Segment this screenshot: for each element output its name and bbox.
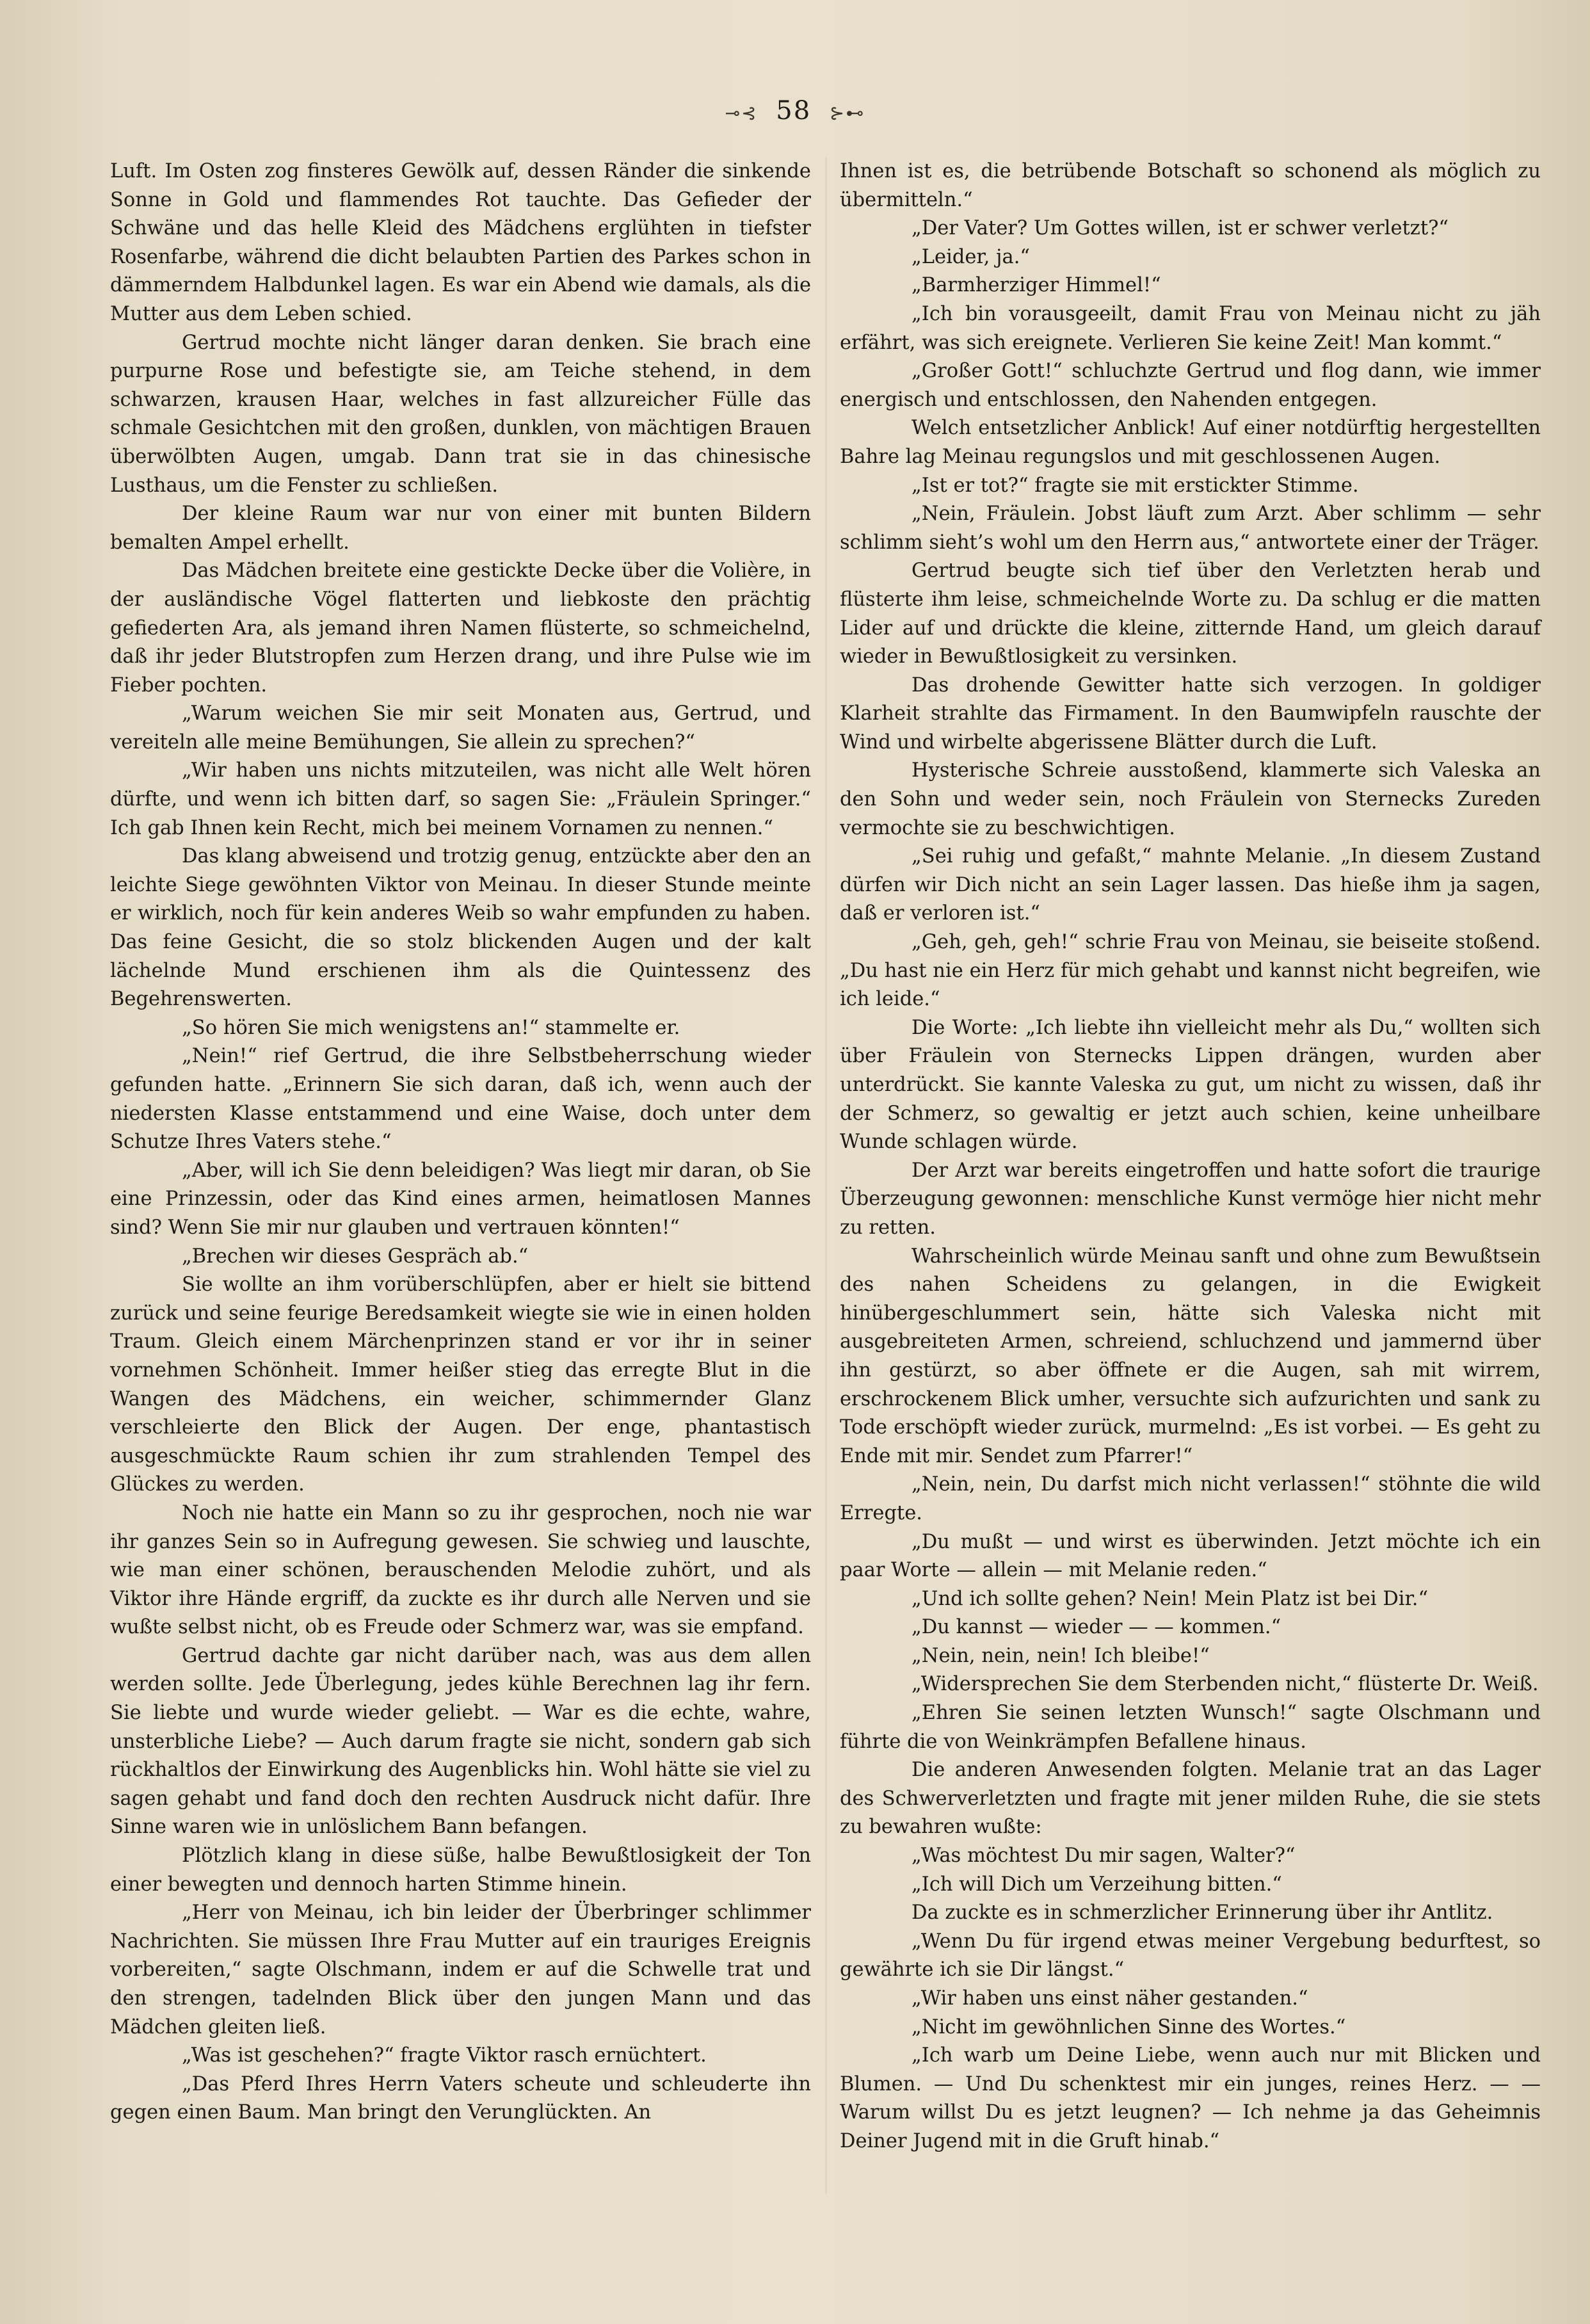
article-paragraph: „Du mußt — und wirst es überwinden. Jetzt möchte ich ein paar Worte — allein — mit Melanie reden.“ [840,1530,1541,1582]
article-paragraph: Gertrud dachte gar nicht darüber nach, was aus dem allen werden sollte. Jede Überlegung, jedes kühle Berechnen lag ihr fern. Sie liebte und wurde wieder geliebt. — War es die echte, wahre, unsterbliche Liebe? — Auch darum fragte sie nicht, sondern gab sich rückhaltlos der Einwirkung des Augenblicks hin. Wohl hätte sie viel zu sagen gehabt und fand doch den rechten Ausdruck nicht dafür. Ihre Sinne waren wie in unlöslichem Bann befangen. [110,1644,811,1839]
article-paragraph: „Nein, nein, nein! Ich bleibe!“ [911,1644,1210,1667]
page-header [0,96,1590,125]
article-paragraph: „Du kannst — wieder — — kommen.“ [911,1616,1281,1639]
article-paragraph: „Sei ruhig und gefaßt,“ mahnte Melanie. „In diesem Zustand dürfen wir Dich nicht an sein Lager lassen. Das hieße ihm ja sagen, daß er verloren ist.“ [840,845,1541,925]
article-paragraph: „So hören Sie mich wenigstens an!“ stammelte er. [182,1016,680,1039]
article-paragraph: „Wir haben uns einst näher gestanden.“ [911,1987,1308,2010]
article-paragraph: „Nein, Fräulein. Jobst läuft zum Arzt. Aber schlimm — sehr schlimm sieht’s wohl um den Herrn aus,“ antwortete einer der Träger. [840,503,1541,554]
article-paragraph: Der kleine Raum war nur von einer mit bunten Bildern bemalten Ampel erhellt. [110,503,811,554]
left-column [110,157,811,2127]
right-column [840,157,1541,2156]
article-paragraph: „Ich warb um Deine Liebe, wenn auch nur mit Blicken und Blumen. — Und Du schenktest mir ein junges, reines Herz. — — Warum willst Du es jetzt leugnen? — Ich nehme ja das Geheimnis Deiner Jugend mit in die Gruft hinab.“ [840,2044,1541,2152]
article-paragraph: Da zuckte es in schmerzlicher Erinnerung über ihr Antlitz. [911,1901,1493,1925]
article-paragraph: Die anderen Anwesenden folgten. Melanie trat an das Lager des Schwerverletzten und fragte mit jener milden Ruhe, die sie stets zu bewahren wußte: [840,1759,1541,1839]
article-paragraph: Der Arzt war bereits eingetroffen und hatte sofort die traurige Überzeugung gewonnen: menschliche Kunst vermöge hier nicht mehr zu retten. [840,1159,1541,1239]
article-paragraph: „Brechen wir dieses Gespräch ab.“ [182,1245,529,1268]
article-paragraph: Wahrscheinlich würde Meinau sanft und ohne zum Bewußtsein des nahen Scheidens zu gelangen, in die Ewigkeit hinübergeschlummert sein, hätte sich Valeska nicht mit ausgebreiteten Armen, schreiend, schluchzend und jammernd über ihn gestürzt, so aber öffnete er die Augen, sah mit wirrem, erschrockenem Blick umher, versuchte sich aufzurichten und sank zu Tode erschöpft wieder zurück, murmelnd: „Es ist vorbei. — Es geht zu Ende mit mir. Sendet zum Pfarrer!“ [840,1245,1541,1467]
article-paragraph: „Was möchtest Du mir sagen, Walter?“ [911,1844,1296,1868]
article-paragraph: Gertrud beugte sich tief über den Verletzten herab und flüsterte ihm leise, schmeichelnde Worte zu. Da schlug er die matten Lider auf und drückte die kleine, zitternde Hand, um gleich darauf wieder in Bewußtlosigkeit zu versinken. [840,560,1541,668]
article-paragraph: Gertrud mochte nicht länger daran denken. Sie brach eine purpurne Rose und befestigte sie, am Teiche stehend, in dem schwarzen, krausen Haar, welches in fast allzureicher Fülle das schmale Gesichtchen mit den großen, dunklen, von mächtigen Brauen überwölbten Augen, umgab. Dann trat sie in das chinesische Lusthaus, um die Fenster zu schließen. [110,331,811,497]
article-paragraph: „Warum weichen Sie mir seit Monaten aus, Gertrud, und vereiteln alle meine Bemühungen, Sie allein zu sprechen?“ [110,702,811,754]
article-paragraph: Plötzlich klang in diese süße, halbe Bewußtlosigkeit der Ton einer bewegten und dennoch harten Stimme hinein. [110,1844,811,1896]
article-paragraph: „Nein, nein, Du darfst mich nicht verlassen!“ stöhnte die wild Erregte. [840,1473,1541,1524]
article-paragraph: „Ich will Dich um Verzeihung bitten.“ [911,1873,1282,1896]
ornament-left: ⊸⊰ [725,102,758,124]
article-paragraph: „Nicht im gewöhnlichen Sinne des Wortes.“ [911,2015,1346,2038]
article-paragraph: „Herr von Meinau, ich bin leider der Überbringer schlimmer Nachrichten. Sie müssen Ihre Frau Mutter auf ein trauriges Ereignis vorbereiten,“ sagte Olschmann, indem er auf die Schwelle trat und den strengen, tadelnden Blick über den jungen Mann und das Mädchen gleiten ließ. [110,1901,811,2038]
article-paragraph: „Leider, ja.“ [911,245,1030,268]
article-paragraph: „Der Vater? Um Gottes willen, ist er schwer verletzt?“ [911,217,1449,240]
article-paragraph: Die Worte: „Ich liebte ihn vielleicht mehr als Du,“ wollten sich über Fräulein von Sternecks Lippen drängen, wurden aber unterdrückt. Sie kannte Valeska zu gut, um nicht zu wissen, daß ihr der Schmerz, so gewaltig er jetzt auch schien, keine unheilbare Wunde schlagen würde. [840,1016,1541,1154]
article-paragraph: „Widersprechen Sie dem Sterbenden nicht,“ flüsterte Dr. Weiß. [911,1673,1539,1696]
article-paragraph: „Aber, will ich Sie denn beleidigen? Was liegt mir daran, ob Sie eine Prinzessin, oder das Kind eines armen, heimatlosen Mannes sind? Wenn Sie mir nur glauben und vertrauen könnten!“ [110,1159,811,1239]
article-paragraph: „Das Pferd Ihres Herrn Vaters scheute und schleuderte ihn gegen einen Baum. Man bringt den Verunglückten. An [110,2072,811,2124]
article-paragraph: Sie wollte an ihm vorüberschlüpfen, aber er hielt sie bittend zurück und seine feurige Beredsamkeit wiegte sie wie in einen holden Traum. Gleich einem Märchenprinzen stand er vor ihr in seiner vornehmen Schönheit. Immer heißer stieg das erregte Blut in die Wangen des Mädchens, ein weicher, schimmernder Glanz verschleierte den Blick der Augen. Der enge, phantastisch ausgeschmückte Raum schien ihr zum strahlenden Tempel des Glückes zu werden. [110,1273,811,1496]
article-paragraph: „Ehren Sie seinen letzten Wunsch!“ sagte Olschmann und führte die von Weinkrämpfen Befallene hinaus. [840,1702,1541,1753]
article-paragraph: „Und ich sollte gehen? Nein! Mein Platz ist bei Dir.“ [911,1587,1429,1610]
article-paragraph: Luft. Im Osten zog finsteres Gewölk auf, dessen Ränder die sinkende Sonne in Gold und flammendes Rot tauchte. Das Gefieder der Schwäne und das helle Kleid des Mädchens erglühten in tiefster Rosenfarbe, während die dicht belaubten Partien des Parkes schon in dämmerndem Halbdunkel lagen. Es war ein Abend wie damals, als die Mutter aus dem Leben schied. [110,160,811,325]
article-paragraph: „Geh, geh, geh!“ schrie Frau von Meinau, sie beiseite stoßend. „Du hast nie ein Herz für mich gehabt und kannst nicht begreifen, wie ich leide.“ [840,931,1541,1011]
article-paragraph: „Nein!“ rief Gertrud, die ihre Selbstbeherrschung wieder gefunden hatte. „Erinnern Sie sich daran, daß ich, wenn auch der niedersten Klasse entstammend und eine Waise, doch unter dem Schutze Ihres Vaters stehe.“ [110,1045,811,1154]
article-paragraph: Das drohende Gewitter hatte sich verzogen. In goldiger Klarheit strahlte das Firmament. In den Baumwipfeln rauschte der Wind und wirbelte abgerissene Blätter durch die Luft. [840,674,1541,754]
article-paragraph: „Was ist geschehen?“ fragte Viktor rasch ernüchtert. [182,2044,707,2067]
article-paragraph: Das klang abweisend und trotzig genug, entzückte aber den an leichte Siege gewöhnten Viktor von Meinau. In dieser Stunde meinte er wirklich, noch für kein anderes Weib so wahr empfunden zu haben. Das feine Gesicht, die so stolz blickenden Augen und der kalt lächelnde Mund erschienen ihm als die Quintessenz des Begehrenswerten. [110,845,811,1011]
article-paragraph: Ihnen ist es, die betrübende Botschaft so schonend als möglich zu übermitteln.“ [840,160,1541,211]
ornament-right: ⊱⊷ [829,102,865,124]
article-paragraph: „Wenn Du für irgend etwas meiner Vergebung bedurftest, so gewährte ich sie Dir längst.“ [840,1930,1541,1981]
article-paragraph: „Barmherziger Himmel!“ [911,274,1161,297]
article-paragraph: Das Mädchen breitete eine gestickte Decke über die Volière, in der ausländische Vögel flatterten und liebkoste den prächtig gefiederten Ara, als jemand ihren Namen flüsterte, so schmeichelnd, daß ihr jeder Blutstropfen zum Herzen drang, und ihre Pulse wie im Fieber pochten. [110,560,811,697]
article-paragraph: „Wir haben uns nichts mitzuteilen, was nicht alle Welt hören dürfte, und wenn ich bitten darf, so sagen Sie: „Fräulein Springer.“ Ich gab Ihnen kein Recht, mich bei meinem Vornamen zu nennen.“ [110,759,811,839]
article-paragraph: „Ich bin vorausgeeilt, damit Frau von Meinau nicht zu jäh erfährt, was sich ereignete. Verlieren Sie keine Zeit! Man kommt.“ [840,302,1541,354]
article-paragraph: „Großer Gott!“ schluchzte Gertrud und flog dann, wie immer energisch und entschlossen, den Nahenden entgegen. [840,360,1541,411]
article-paragraph: Welch entsetzlicher Anblick! Auf einer notdürftig hergestellten Bahre lag Meinau regungslos und mit geschlossenen Augen. [840,417,1541,468]
page-number: 58 [776,96,812,125]
article-paragraph: Noch nie hatte ein Mann so zu ihr gesprochen, noch nie war ihr ganzes Sein so in Aufregung gewesen. Sie schwieg und lauschte, wie man einer schönen, berauschenden Melodie zuhört, und als Viktor ihre Hände ergriff, da zuckte es ihr durch alle Nerven und sie wußte selbst nicht, ob es Freude oder Schmerz war, was sie empfand. [110,1501,811,1639]
article-paragraph: Hysterische Schreie ausstoßend, klammerte sich Valeska an den Sohn und weder sein, noch Fräulein von Sternecks Zureden vermochte sie zu beschwichtigen. [840,759,1541,839]
article-paragraph: „Ist er tot?“ fragte sie mit erstickter Stimme. [911,474,1359,497]
